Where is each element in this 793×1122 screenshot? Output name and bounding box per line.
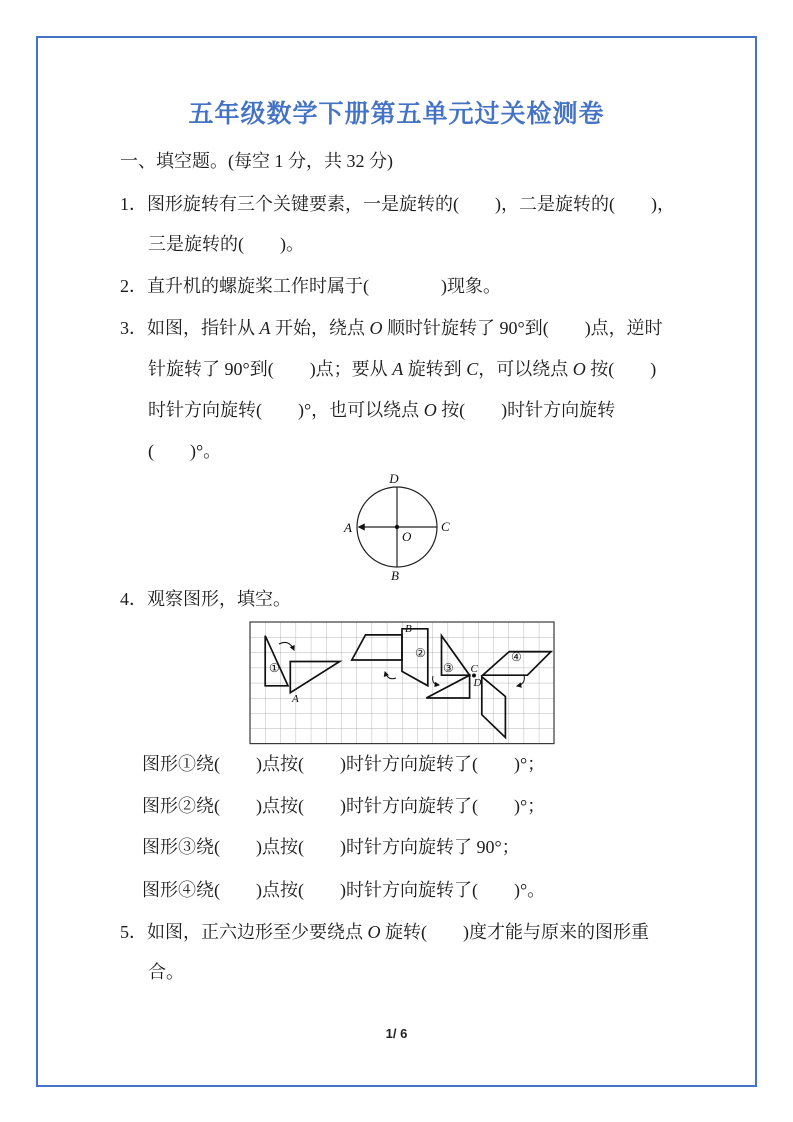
question-5-line-1 <box>120 922 649 944</box>
text-segment: 按( )时针方向旋转 <box>436 400 616 420</box>
center-dot <box>395 525 399 529</box>
label-figure-4: ④ <box>511 650 522 664</box>
text-segment: C <box>466 359 479 379</box>
text-segment: O <box>572 359 586 379</box>
section-heading: 一、填空题。(每空 1 分，共 32 分) <box>120 151 393 171</box>
page-number: 1/ 6 <box>385 1026 408 1041</box>
text-segment: 开始，绕点 <box>270 318 370 338</box>
text-segment: A <box>392 359 404 379</box>
question-2-line-1: 2．直升机的螺旋桨工作时属于( )现象。 <box>120 276 501 296</box>
rotation-grid-figure <box>249 621 555 745</box>
question-1-line-1: 1．图形旋转有三个关键要素，一是旋转的( )，二是旋转的( )， <box>120 194 675 214</box>
text-segment: O <box>367 922 381 942</box>
label-point-d: D <box>473 677 482 689</box>
label-b: B <box>391 568 399 583</box>
question-3-line-1 <box>120 318 663 340</box>
question-3-line-4: ( )°。 <box>148 441 222 461</box>
text-segment: 针旋转了 90°到( )点；要从 <box>148 359 393 379</box>
label-point-b: B <box>405 623 412 635</box>
text-segment: O <box>423 400 437 420</box>
text-segment: A <box>259 318 271 338</box>
question-4-subline-3: 图形③绕( )点按( )时针方向旋转了 90°； <box>142 837 520 857</box>
text-segment: O <box>369 318 383 338</box>
text-segment: 顺时针旋转了 90°到( )点，逆时 <box>382 318 663 338</box>
question-5-line-2: 合。 <box>148 962 184 982</box>
label-figure-3: ③ <box>443 661 454 675</box>
question-3-line-2 <box>148 359 656 381</box>
question-4-subline-2: 图形②绕( )点按( )时针方向旋转了( )°； <box>142 796 546 816</box>
label-c: C <box>441 519 450 534</box>
label-o: O <box>402 529 412 544</box>
text-segment: 旋转( )度才能与原来的图形重 <box>380 922 649 942</box>
clock-circle-figure <box>335 472 460 584</box>
text-segment: 按( ) <box>585 359 657 379</box>
question-4-line-1: 4．观察图形，填空。 <box>120 589 291 609</box>
label-figure-1: ① <box>269 661 280 675</box>
question-3-line-3 <box>148 400 615 422</box>
question-4-subline-1: 图形①绕( )点按( )时针方向旋转了( )°； <box>142 754 546 774</box>
text-segment: 时针方向旋转( )°，也可以绕点 <box>148 400 424 420</box>
text-segment: ，可以绕点 <box>478 359 573 379</box>
label-point-c: C <box>470 663 478 675</box>
page-title: 五年级数学下册第五单元过关检测卷 <box>188 100 605 128</box>
question-4-subline-4: 图形④绕( )点按( )时针方向旋转了( )°。 <box>142 880 546 900</box>
label-figure-2: ② <box>415 646 426 660</box>
label-d: D <box>389 472 399 486</box>
label-a: A <box>344 520 352 535</box>
text-segment: 5．如图，正六边形至少要绕点 <box>120 922 368 942</box>
text-segment: 3．如图，指针从 <box>120 318 260 338</box>
question-1-line-2: 三是旋转的( )。 <box>148 234 304 254</box>
text-segment: 旋转到 <box>403 359 467 379</box>
label-point-a: A <box>292 693 299 705</box>
